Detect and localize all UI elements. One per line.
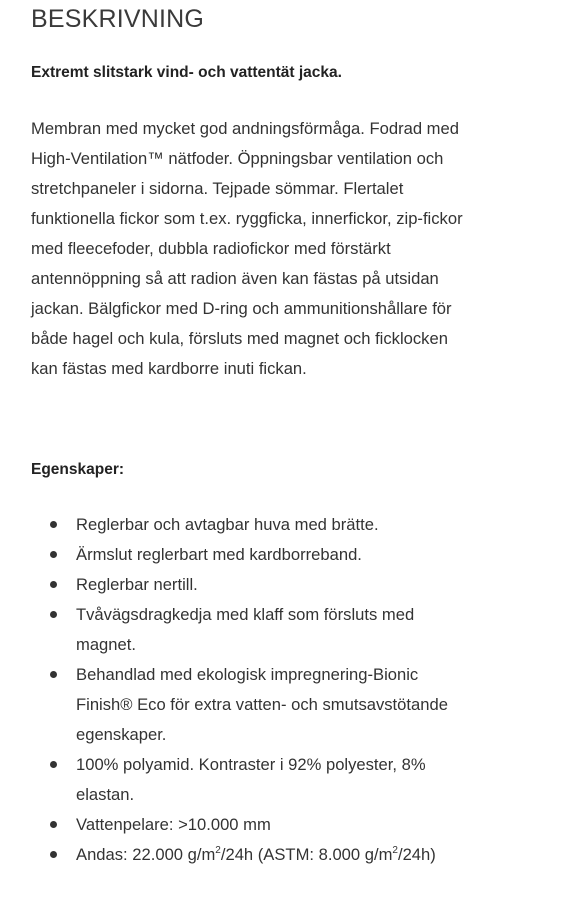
feature-item (31, 570, 541, 600)
bullet-icon (50, 761, 57, 768)
breathability-prefix: Andas: 22.000 g/m (76, 845, 216, 864)
description-line: kan fästas med kardborre inuti fickan. (31, 359, 307, 378)
bullet-icon (50, 611, 57, 618)
feature-item (31, 540, 541, 570)
feature-line: Reglerbar och avtagbar huva med brätte. (76, 515, 379, 534)
features-list (31, 510, 541, 870)
features-heading: Egenskaper: (31, 461, 125, 478)
bullet-icon (50, 521, 57, 528)
feature-item (31, 600, 541, 660)
bullet-icon (50, 851, 57, 858)
description-line: både hagel och kula, försluts med magnet och ficklocken (31, 329, 448, 348)
feature-line: Reglerbar nertill. (76, 575, 198, 594)
bullet-icon (50, 581, 57, 588)
feature-line: Vattenpelare: >10.000 mm (76, 815, 271, 834)
feature-line: Finish® Eco för extra vatten- och smutsavstötande (76, 695, 448, 714)
description-paragraph (31, 114, 541, 384)
bullet-icon (50, 671, 57, 678)
bullet-icon (50, 821, 57, 828)
feature-line: egenskaper. (76, 725, 167, 744)
section-heading: BESKRIVNING (31, 5, 205, 33)
feature-item (31, 810, 541, 840)
feature-item-breathability (31, 840, 541, 870)
description-line: jackan. Bälgfickor med D-ring och ammunitionshållare för (31, 299, 452, 318)
feature-line: Ärmslut reglerbart med kardborreband. (76, 545, 362, 564)
description-line: Membran med mycket god andningsförmåga. Fodrad med (31, 119, 459, 138)
product-tagline: Extremt slitstark vind- och vattentät jacka. (31, 64, 342, 81)
feature-item (31, 510, 541, 540)
breathability-exponent: 2 (215, 845, 221, 856)
feature-line: Tvåvägsdragkedja med klaff som försluts med (76, 605, 415, 624)
feature-line (76, 840, 541, 870)
description-line: med fleecefoder, dubbla radiofickor med förstärkt (31, 239, 391, 258)
description-line: funktionella fickor som t.ex. ryggficka, innerfickor, zip-fickor (31, 209, 463, 228)
description-line: antennöppning så att radion även kan fästas på utsidan (31, 269, 439, 288)
breathability-exponent: 2 (392, 845, 398, 856)
bullet-icon (50, 551, 57, 558)
feature-line: magnet. (76, 635, 136, 654)
feature-item (31, 660, 541, 750)
feature-line: 100% polyamid. Kontraster i 92% polyester, 8% (76, 755, 426, 774)
breathability-suffix: /24h) (397, 845, 436, 864)
feature-item (31, 750, 541, 810)
description-line: High-Ventilation™ nätfoder. Öppningsbar ventilation och (31, 149, 444, 168)
feature-line: Behandlad med ekologisk impregnering-Bionic (76, 665, 419, 684)
breathability-middle: /24h (ASTM: 8.000 g/m (220, 845, 393, 864)
feature-line: elastan. (76, 785, 135, 804)
description-line: stretchpaneler i sidorna. Tejpade sömmar. Flertalet (31, 179, 404, 198)
